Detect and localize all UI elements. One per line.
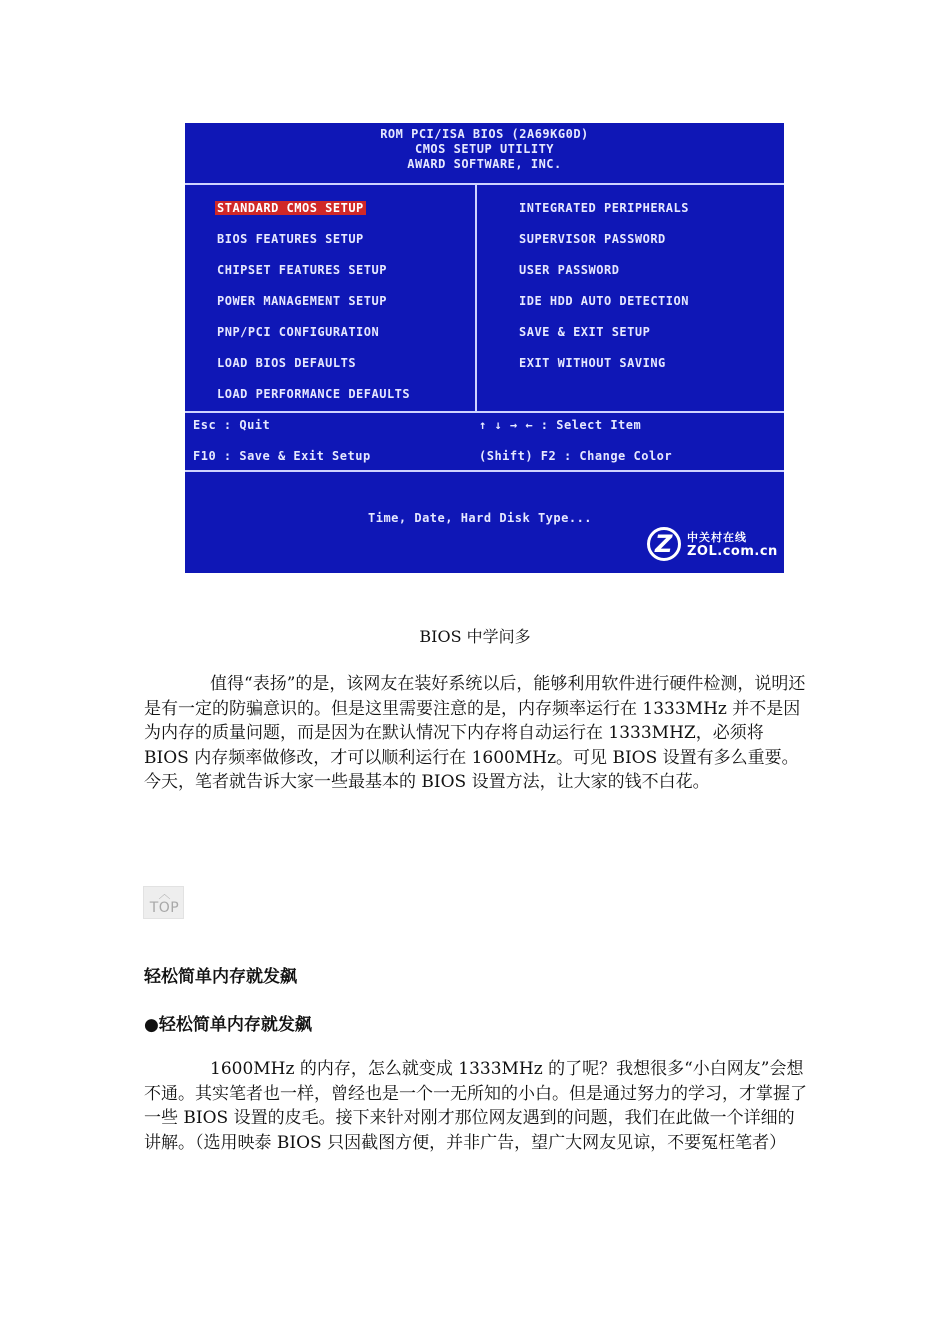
bios-divider-top — [185, 183, 784, 185]
image-caption: BIOS 中学问多 — [419, 627, 531, 646]
bios-menu-pnp-pci-configuration[interactable]: PNP/PCI CONFIGURATION — [217, 325, 380, 339]
paragraph-explanation: 1600MHz 的内存，怎么就变成 1333MHz 的了呢？我想很多“小白网友”会想不通。其实笔者也一样，曾经也是一个一无所知的小白。但是通过努力的学习，才掌握了一些 BIOS 设置的皮毛。接下来针对刚才那位网友遇到的问题，我们在此做一个详细的讲解。（选用映泰 BIOS 只因截图方便，并非广告，望广大网友见谅，不要冤枉笔者） — [144, 1059, 807, 1153]
bios-key-change-color: (Shift) F2 : Change Color — [479, 449, 673, 463]
zol-watermark-site: ZOL.com.cn — [687, 544, 778, 559]
bios-menu-ide-hdd-auto-detection[interactable]: IDE HDD AUTO DETECTION — [519, 294, 689, 308]
zol-watermark-cn: 中关村在线 — [687, 531, 747, 544]
back-to-top-label: TOP — [149, 900, 180, 916]
zol-watermark — [647, 527, 777, 563]
paragraph-intro: 值得“表扬”的是，该网友在装好系统以后，能够利用软件进行硬件检测，说明还是有一定的防骗意识的。但是这里需要注意的是，内存频率运行在 1333MHz 并不是因为内存的质量问题，而是因为在默认情况下内存将自动运行在 1333MHZ，必须将 BIOS 内存频率做修改，才可以顺利运行在 1600MHz。可见 BIOS 设置有多么重要。今天，笔者就告诉大家一些最基本的 BIOS 设置方法，让大家的钱不白花。 — [144, 674, 806, 792]
bios-menu-standard-cmos-setup[interactable]: STANDARD CMOS SETUP — [217, 201, 364, 215]
bios-divider-bottom — [185, 470, 784, 472]
bios-menu-user-password[interactable]: USER PASSWORD — [519, 263, 620, 277]
bios-divider-middle — [185, 411, 784, 413]
bios-menu-exit-without-saving[interactable]: EXIT WITHOUT SAVING — [519, 356, 666, 370]
bios-key-esc-quit: Esc : Quit — [193, 418, 271, 432]
bios-header-line-3: AWARD SOFTWARE, INC. — [407, 157, 562, 171]
bios-menu-power-management-setup[interactable]: POWER MANAGEMENT SETUP — [217, 294, 387, 308]
bios-key-f10-save-exit: F10 : Save & Exit Setup — [193, 449, 371, 463]
zol-logo-icon: Z — [647, 527, 681, 561]
bios-menu-bios-features-setup[interactable]: BIOS FEATURES SETUP — [217, 232, 364, 246]
bios-menu-load-performance-defaults[interactable]: LOAD PERFORMANCE DEFAULTS — [217, 387, 411, 401]
section-subheading: ●轻松简单内存就发飙 — [144, 1015, 312, 1035]
chevron-up-icon: ︿ — [158, 887, 171, 901]
bios-help-text: Time, Date, Hard Disk Type... — [368, 511, 593, 525]
section-heading: 轻松简单内存就发飙 — [144, 967, 297, 987]
bios-menu-supervisor-password[interactable]: SUPERVISOR PASSWORD — [519, 232, 666, 246]
bios-divider-vertical — [475, 185, 477, 411]
bios-header-line-2: CMOS SETUP UTILITY — [414, 142, 555, 156]
bios-menu-load-bios-defaults[interactable]: LOAD BIOS DEFAULTS — [217, 356, 357, 370]
bios-screenshot — [185, 123, 784, 573]
back-to-top-button[interactable] — [143, 886, 184, 919]
bios-key-select-item: ↑ ↓ → ← : Select Item — [479, 418, 642, 432]
bios-menu-chipset-features-setup[interactable]: CHIPSET FEATURES SETUP — [217, 263, 387, 277]
bios-menu-integrated-peripherals[interactable]: INTEGRATED PERIPHERALS — [519, 201, 689, 215]
bios-menu-save-exit-setup[interactable]: SAVE & EXIT SETUP — [519, 325, 651, 339]
bios-header-line-1: ROM PCI/ISA BIOS (2A69KG0D) — [380, 127, 589, 141]
